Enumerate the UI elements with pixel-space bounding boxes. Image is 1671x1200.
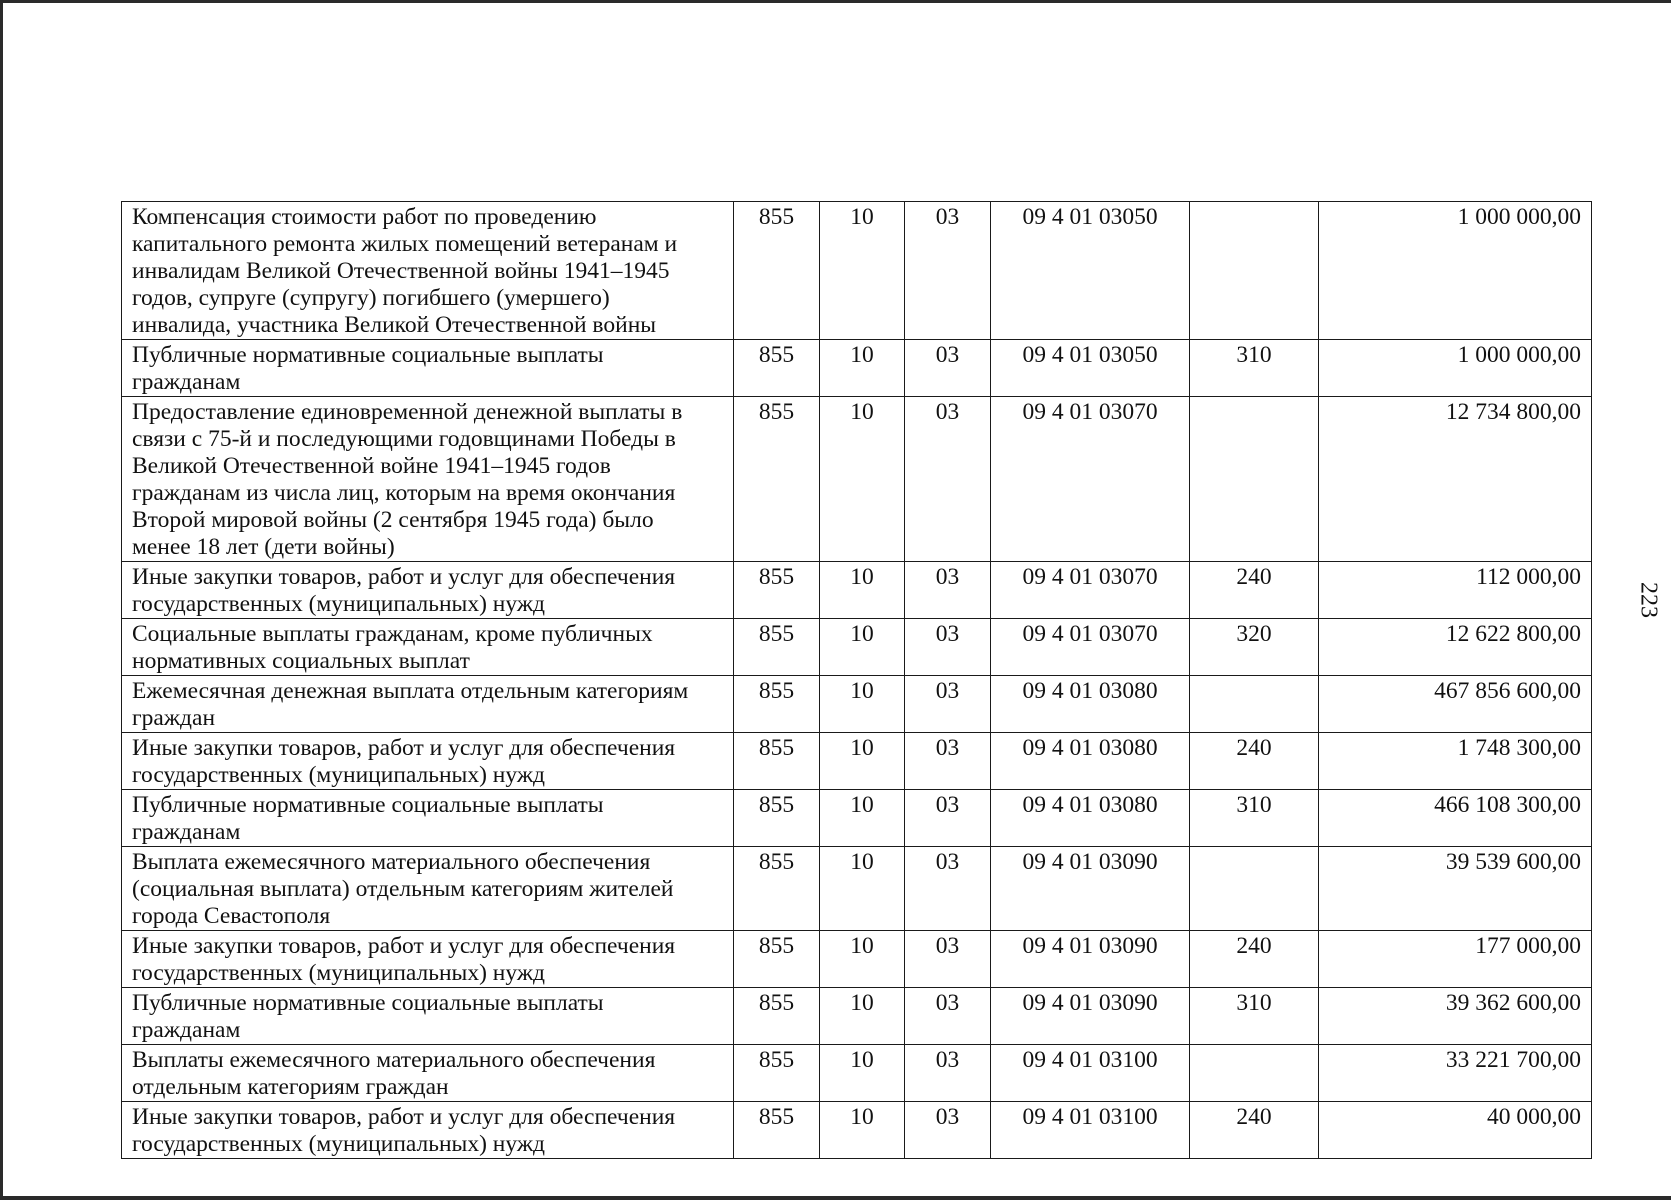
cell-subsection-code: 03 (905, 931, 991, 988)
expense-name-line: гражданам (132, 819, 241, 845)
scan-edge-bottom (0, 1196, 1671, 1200)
expense-name-line: Иные закупки товаров, работ и услуг для обеспечения (132, 564, 676, 590)
cell-section-code: 10 (820, 733, 905, 790)
expense-name-line: Выплата ежемесячного материального обеспечения (132, 849, 651, 875)
cell-ministry-code: 855 (734, 619, 820, 676)
cell-amount: 40 000,00 (1319, 1102, 1592, 1159)
cell-expense-type-code: 310 (1190, 790, 1319, 847)
cell-amount: 177 000,00 (1319, 931, 1592, 988)
cell-amount: 39 362 600,00 (1319, 988, 1592, 1045)
cell-expense-type-code: 240 (1190, 1102, 1319, 1159)
cell-amount: 466 108 300,00 (1319, 790, 1592, 847)
cell-ministry-code: 855 (734, 733, 820, 790)
expense-name-line: гражданам из числа лиц, которым на время окончания (132, 480, 676, 506)
cell-expense-name (122, 202, 734, 340)
cell-amount: 12 734 800,00 (1319, 397, 1592, 562)
cell-ministry-code: 855 (734, 202, 820, 340)
table-row (122, 202, 1592, 340)
cell-section-code: 10 (820, 562, 905, 619)
expense-name-line: государственных (муниципальных) нужд (132, 591, 546, 617)
cell-expense-name (122, 790, 734, 847)
expense-name-line: государственных (муниципальных) нужд (132, 960, 546, 986)
expense-name-line: связи с 75-й и последующими годовщинами Победы в (132, 426, 676, 452)
expense-name-line: (социальная выплата) отдельным категориям жителей (132, 876, 674, 902)
cell-subsection-code: 03 (905, 619, 991, 676)
cell-section-code: 10 (820, 340, 905, 397)
cell-expense-type-code: 240 (1190, 733, 1319, 790)
cell-subsection-code: 03 (905, 1045, 991, 1102)
cell-ministry-code: 855 (734, 931, 820, 988)
cell-ministry-code: 855 (734, 397, 820, 562)
cell-expense-type-code (1190, 202, 1319, 340)
cell-expense-type-code: 240 (1190, 931, 1319, 988)
expense-name-line: гражданам (132, 369, 241, 395)
cell-ministry-code: 855 (734, 847, 820, 931)
table-row (122, 340, 1592, 397)
cell-expense-name (122, 847, 734, 931)
cell-subsection-code: 03 (905, 340, 991, 397)
cell-subsection-code: 03 (905, 562, 991, 619)
cell-ministry-code: 855 (734, 340, 820, 397)
cell-target-article-code: 09 4 01 03050 (991, 202, 1190, 340)
cell-subsection-code: 03 (905, 733, 991, 790)
expense-name-line: Второй мировой войны (2 сентября 1945 года) было (132, 507, 654, 533)
cell-subsection-code: 03 (905, 847, 991, 931)
expense-name-line: отдельным категориям граждан (132, 1074, 449, 1100)
cell-expense-name (122, 619, 734, 676)
cell-subsection-code: 03 (905, 988, 991, 1045)
table-row (122, 619, 1592, 676)
cell-subsection-code: 03 (905, 1102, 991, 1159)
table-row (122, 562, 1592, 619)
expense-name-line: инвалида, участника Великой Отечественной войны (132, 312, 657, 338)
cell-target-article-code: 09 4 01 03080 (991, 790, 1190, 847)
cell-ministry-code: 855 (734, 1045, 820, 1102)
cell-expense-name (122, 733, 734, 790)
table-row (122, 1102, 1592, 1159)
table-row (122, 733, 1592, 790)
expense-name-line: менее 18 лет (дети войны) (132, 534, 395, 560)
cell-section-code: 10 (820, 790, 905, 847)
cell-amount: 467 856 600,00 (1319, 676, 1592, 733)
cell-section-code: 10 (820, 397, 905, 562)
cell-section-code: 10 (820, 202, 905, 340)
cell-expense-name (122, 676, 734, 733)
expense-name-line: Великой Отечественной войне 1941–1945 годов (132, 453, 611, 479)
cell-section-code: 10 (820, 847, 905, 931)
table-row (122, 397, 1592, 562)
scan-edge-top (0, 0, 1671, 3)
expense-name-line: нормативных социальных выплат (132, 648, 470, 674)
cell-ministry-code: 855 (734, 676, 820, 733)
table-row (122, 931, 1592, 988)
expense-name-line: капитального ремонта жилых помещений ветеранам и (132, 231, 678, 257)
cell-ministry-code: 855 (734, 562, 820, 619)
cell-expense-type-code: 310 (1190, 988, 1319, 1045)
expense-name-line: государственных (муниципальных) нужд (132, 1131, 546, 1157)
expense-name-line: Социальные выплаты гражданам, кроме публичных (132, 621, 653, 647)
expense-name-line: Иные закупки товаров, работ и услуг для обеспечения (132, 1104, 676, 1130)
cell-expense-type-code (1190, 847, 1319, 931)
cell-section-code: 10 (820, 676, 905, 733)
cell-amount: 1 748 300,00 (1319, 733, 1592, 790)
expense-name-line: Иные закупки товаров, работ и услуг для обеспечения (132, 933, 676, 959)
cell-amount: 33 221 700,00 (1319, 1045, 1592, 1102)
expense-name-line: гражданам (132, 1017, 241, 1043)
cell-target-article-code: 09 4 01 03080 (991, 676, 1190, 733)
cell-amount: 39 539 600,00 (1319, 847, 1592, 931)
cell-expense-name (122, 340, 734, 397)
expense-name-line: Публичные нормативные социальные выплаты (132, 792, 604, 818)
cell-target-article-code: 09 4 01 03070 (991, 397, 1190, 562)
cell-expense-type-code: 310 (1190, 340, 1319, 397)
cell-expense-name (122, 931, 734, 988)
cell-target-article-code: 09 4 01 03050 (991, 340, 1190, 397)
cell-target-article-code: 09 4 01 03100 (991, 1102, 1190, 1159)
cell-subsection-code: 03 (905, 202, 991, 340)
cell-target-article-code: 09 4 01 03090 (991, 988, 1190, 1045)
cell-expense-type-code (1190, 397, 1319, 562)
expense-name-line: Предоставление единовременной денежной выплаты в (132, 399, 683, 425)
expense-name-line: Ежемесячная денежная выплата отдельным категориям (132, 678, 689, 704)
expense-name-line: государственных (муниципальных) нужд (132, 762, 546, 788)
table-body (122, 202, 1592, 1159)
cell-section-code: 10 (820, 931, 905, 988)
cell-amount: 112 000,00 (1319, 562, 1592, 619)
cell-target-article-code: 09 4 01 03070 (991, 562, 1190, 619)
cell-expense-type-code (1190, 676, 1319, 733)
table-row (122, 676, 1592, 733)
page-number: 223 (1635, 582, 1662, 618)
cell-subsection-code: 03 (905, 676, 991, 733)
cell-subsection-code: 03 (905, 397, 991, 562)
cell-amount: 1 000 000,00 (1319, 202, 1592, 340)
expense-name-line: Публичные нормативные социальные выплаты (132, 990, 604, 1016)
cell-ministry-code: 855 (734, 1102, 820, 1159)
budget-table (121, 201, 1592, 1159)
cell-amount: 1 000 000,00 (1319, 340, 1592, 397)
table-row (122, 847, 1592, 931)
cell-target-article-code: 09 4 01 03090 (991, 931, 1190, 988)
expense-name-line: города Севастополя (132, 903, 331, 929)
cell-expense-name (122, 397, 734, 562)
cell-ministry-code: 855 (734, 790, 820, 847)
cell-expense-name (122, 562, 734, 619)
cell-expense-name (122, 988, 734, 1045)
expense-name-line: Иные закупки товаров, работ и услуг для обеспечения (132, 735, 676, 761)
cell-ministry-code: 855 (734, 988, 820, 1045)
cell-expense-name (122, 1045, 734, 1102)
table-row (122, 1045, 1592, 1102)
expense-name-line: Публичные нормативные социальные выплаты (132, 342, 604, 368)
cell-target-article-code: 09 4 01 03080 (991, 733, 1190, 790)
cell-subsection-code: 03 (905, 790, 991, 847)
expense-name-line: граждан (132, 705, 216, 731)
scan-edge-left (0, 0, 3, 1200)
table-row (122, 988, 1592, 1045)
table-row (122, 790, 1592, 847)
cell-target-article-code: 09 4 01 03070 (991, 619, 1190, 676)
cell-target-article-code: 09 4 01 03100 (991, 1045, 1190, 1102)
cell-target-article-code: 09 4 01 03090 (991, 847, 1190, 931)
cell-expense-type-code (1190, 1045, 1319, 1102)
cell-section-code: 10 (820, 619, 905, 676)
expense-name-line: Выплаты ежемесячного материального обеспечения (132, 1047, 656, 1073)
cell-section-code: 10 (820, 1045, 905, 1102)
expense-name-line: Компенсация стоимости работ по проведению (132, 204, 597, 230)
cell-expense-type-code: 320 (1190, 619, 1319, 676)
expense-name-line: инвалидам Великой Отечественной войны 1941–1945 (132, 258, 670, 284)
expense-name-line: годов, супруге (супругу) погибшего (умершего) (132, 285, 610, 311)
cell-expense-name (122, 1102, 734, 1159)
cell-section-code: 10 (820, 988, 905, 1045)
cell-section-code: 10 (820, 1102, 905, 1159)
cell-expense-type-code: 240 (1190, 562, 1319, 619)
cell-amount: 12 622 800,00 (1319, 619, 1592, 676)
